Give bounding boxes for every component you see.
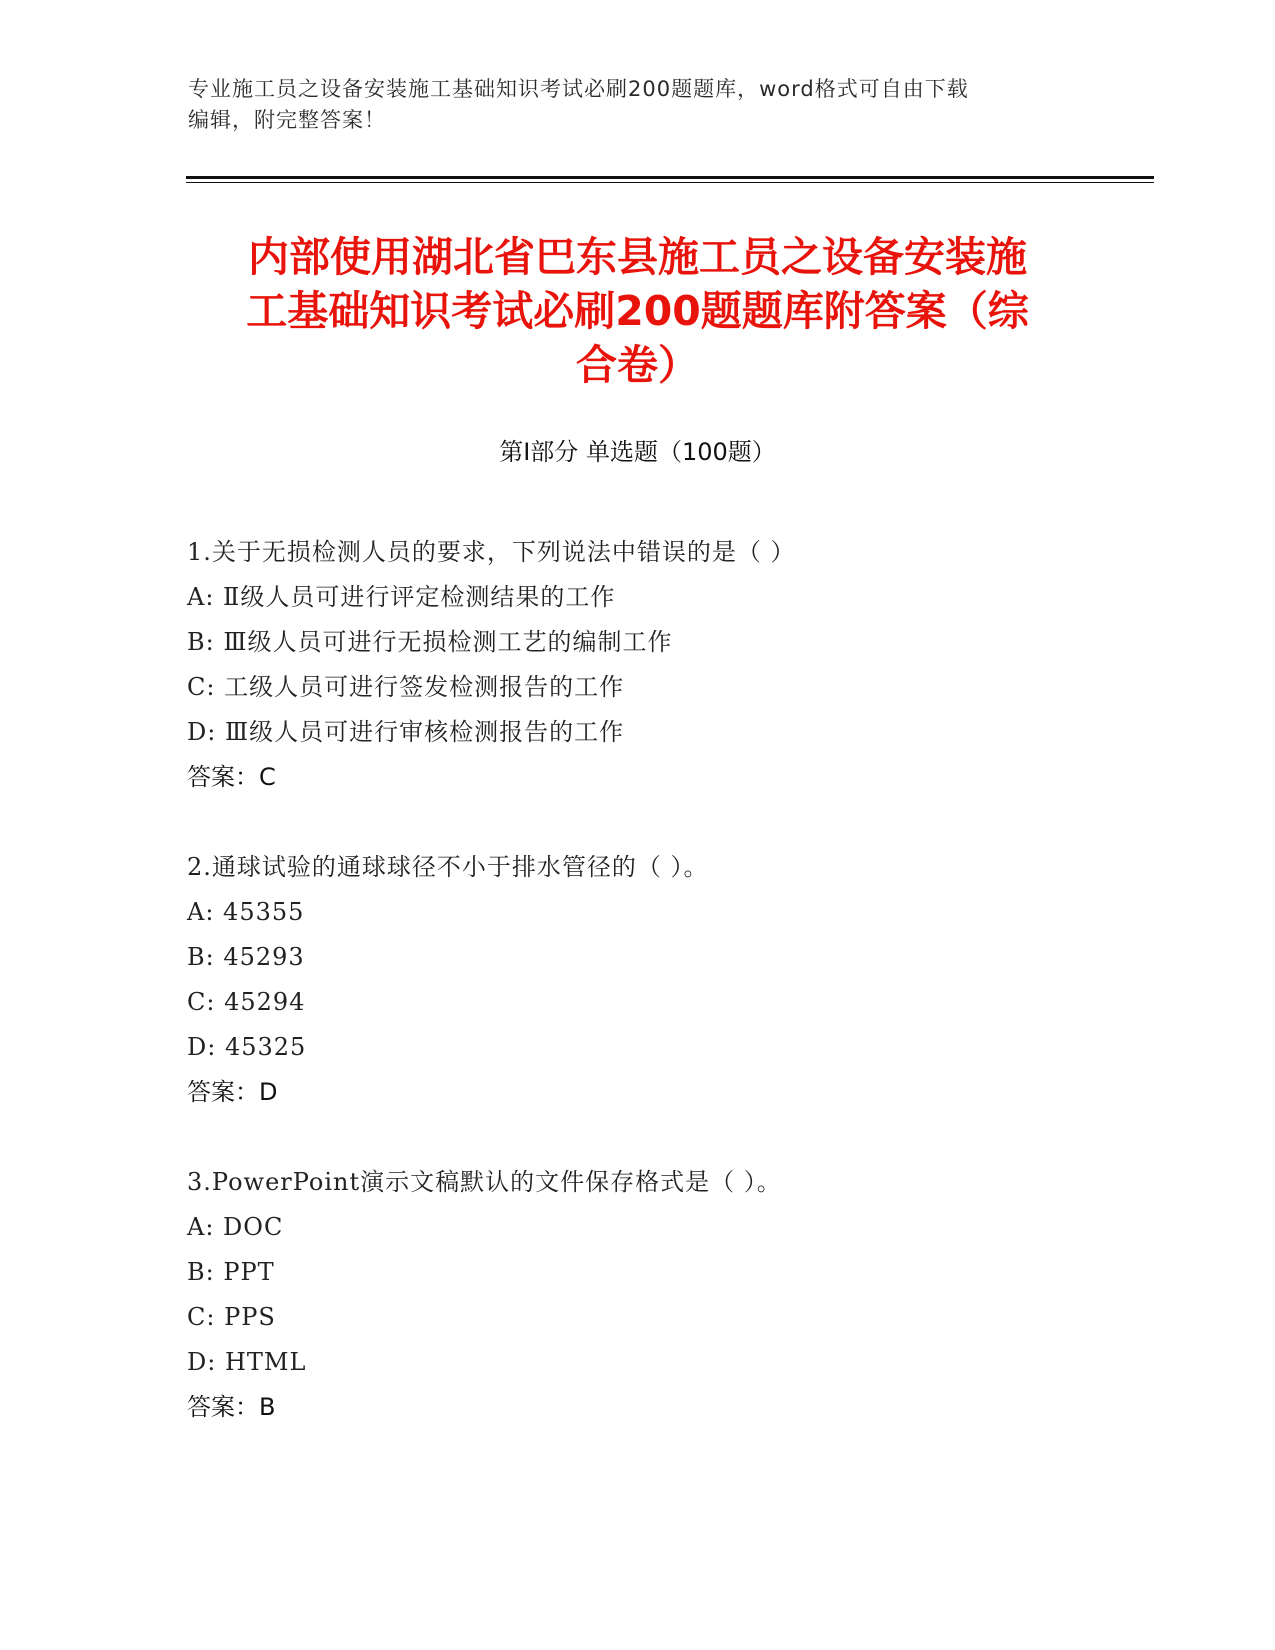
option-a: A: Ⅱ级人员可进行评定检测结果的工作 [187,583,616,611]
answer: 答案：D [187,1078,278,1106]
question-1 [187,530,1137,800]
option-d: D: 45325 [187,1033,307,1061]
question-stem: 2.通球试验的通球球径不小于排水管径的（ ）。 [187,853,709,881]
title-line: 合卷） [576,341,699,389]
intro-line: 编辑，附完整答案！ [188,108,386,132]
answer: 答案：C [187,763,276,791]
option-b: B: 45293 [187,943,305,971]
question-2 [187,845,1137,1115]
header-rule-thick [186,176,1154,179]
option-c: C: 工级人员可进行签发检测报告的工作 [187,673,625,701]
option-d: D: Ⅲ级人员可进行审核检测报告的工作 [187,718,625,746]
question-stem: 1.关于无损检测人员的要求，下列说法中错误的是（ ） [187,538,796,566]
intro-text [188,74,1088,136]
option-b: B: Ⅲ级人员可进行无损检测工艺的编制工作 [187,628,673,656]
answer: 答案：B [187,1393,276,1421]
option-a: A: DOC [187,1213,284,1241]
title-line: 内部使用湖北省巴东县施工员之设备安装施 [248,233,1027,281]
question-3 [187,1160,1137,1430]
option-c: C: 45294 [187,988,306,1016]
section-title: 第Ⅰ部分 单选题（100题） [499,438,776,466]
intro-line: 专业施工员之设备安装施工基础知识考试必刷200题题库，word格式可自由下载 [188,77,969,101]
option-b: B: PPT [187,1258,275,1286]
option-c: C: PPS [187,1303,276,1331]
header-rule-thin [186,182,1154,183]
option-a: A: 45355 [187,898,305,926]
question-list [187,530,1137,1475]
option-d: D: HTML [187,1348,307,1376]
question-stem: 3.PowerPoint演示文稿默认的文件保存格式是（ ）。 [187,1168,782,1196]
title-line: 工基础知识考试必刷200题题库附答案（综 [246,287,1029,335]
document-title [170,230,1105,392]
